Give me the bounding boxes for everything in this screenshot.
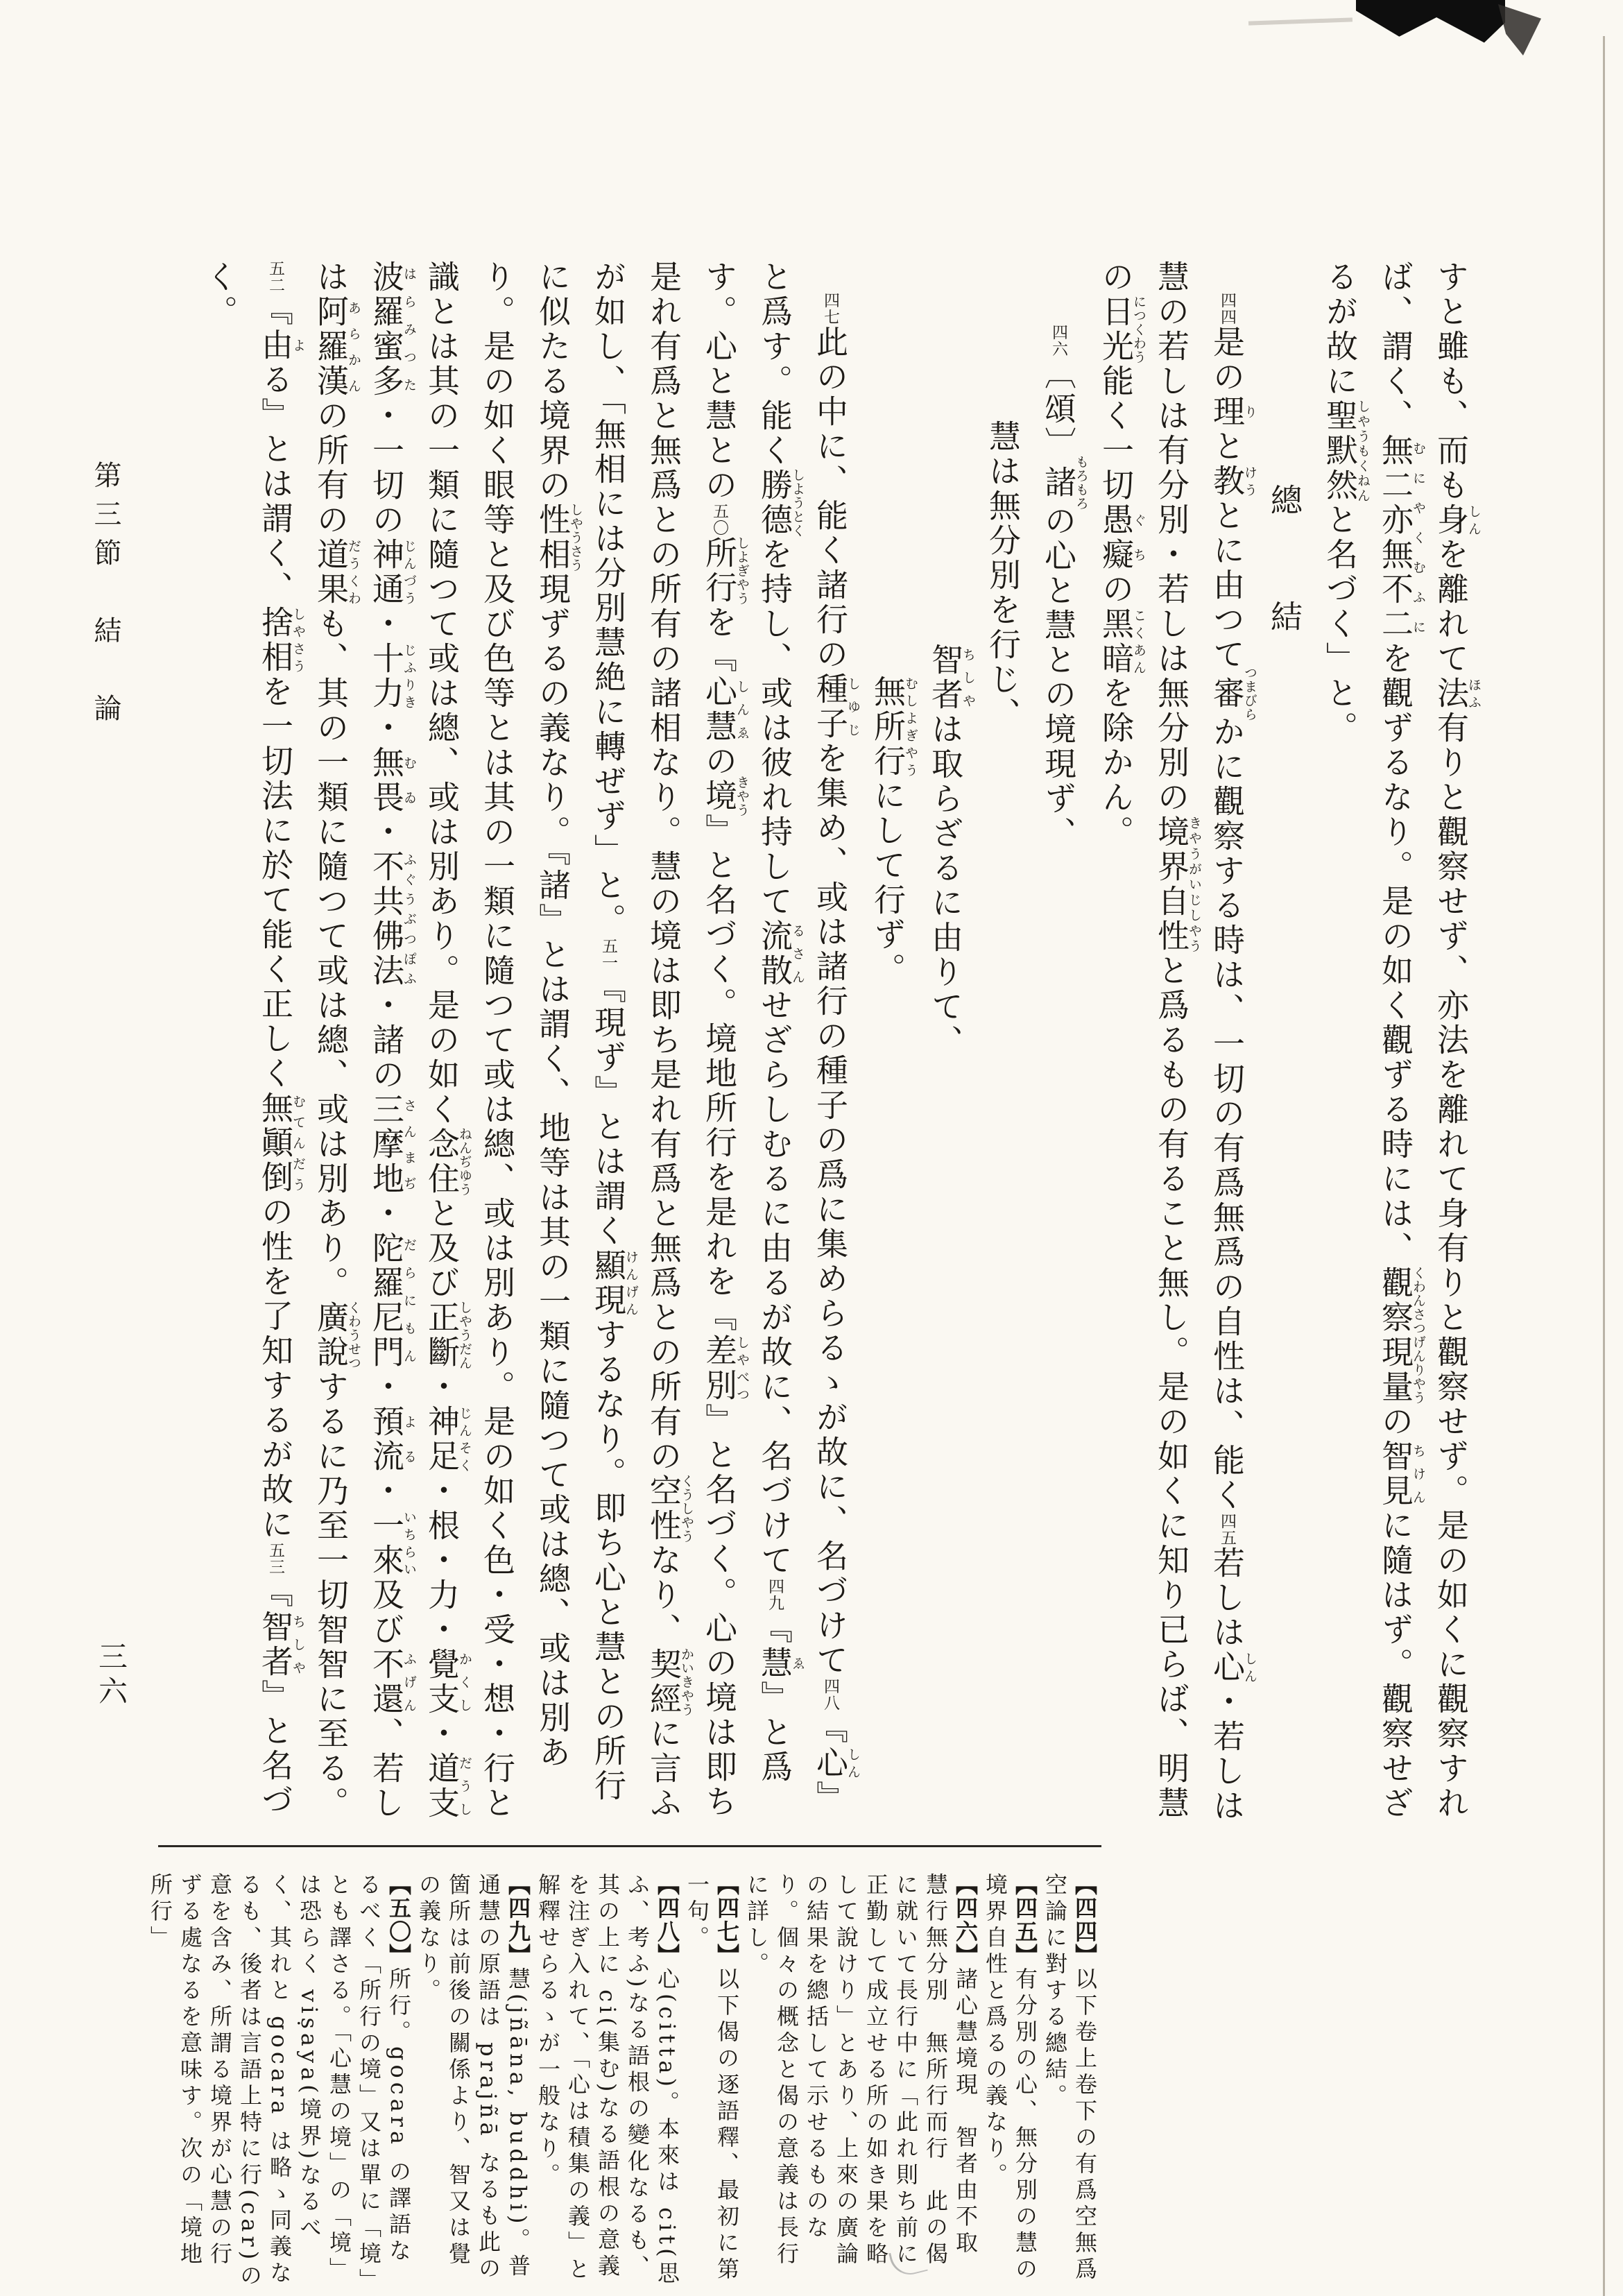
ruby-word: 境界自性きやうがいじしやう xyxy=(1153,815,1202,954)
ruby-word: 契經かいきやう xyxy=(645,1647,694,1717)
ruby-word: 勝德しようとく xyxy=(756,468,805,538)
ruby-word: 覺支かくし xyxy=(423,1647,472,1717)
note-marker: 四四 xyxy=(1218,292,1236,325)
note-marker: 五三 xyxy=(266,1542,284,1575)
ruby-word: 身しん xyxy=(1432,503,1482,538)
ruby-word: 顯現けんげん xyxy=(590,1249,639,1318)
verse-line: 智者ちしやは取らざるに由りて、 xyxy=(927,643,976,1059)
paragraph: 四七此の中に、能く諸行の種子しゆじを集め、或は諸行の種子の爲に集めらるゝが故に、名づけて四八『心しん』と爲す。能く勝德しようとくを持し、或は彼れ持して流散るさんせざらしむるに由るが故に、名づけて四九『慧ゑ』と爲す。心と慧との五〇所行しよぎやうを『心慧しんゑの境きやう』と名づく。境地所行を是れを『差別しやべつ』と名づく。心の境は即ち是れ有爲と無爲との所有の諸相なり。慧の境は即ち是れ有爲と無爲との所有の空性くうしやうなり、契經かいきやうに言ふが如し、「無相には分別慧絶に轉ぜず」と。五一『現ず』とは謂く顯現けんげんするなり。即ち心と慧との所行に似たる境界の性相しやうさう現ずるの義なり。『諸』とは謂く、地等は其の一類に隨つて或は總、或は別あり。是の如く眼等と及び色等とは其の一類に隨つて或は總、或は別あり。是の如く色・受・想・行と識とは其の一類に隨つて或は總、或は別あり。是の如く念住ねんぢゆうと及び正斷しやうだん・神足じんそく・根・力・覺支かくし・道支だうし波羅蜜多はらみつた・一切の神通じんづう・十力じふりき・無畏むゐ・不共佛法ふぐうぶつぽふ・諸の三摩地さんまぢ・陀羅尼門だらにもん・預流よる・一來いちらい及び不還ふげん、若しは阿羅漢あらかんの所有の道果だうくわも、其の一類に隨つて或は總、或は別あり。廣說くわうせつするに乃至一切智智に至る。五二『由よる』とは謂く、捨相しやさうを一切法に於て能く正しく無顚倒むてんだうの性を了知するが故に五三『智者ちしや』と名づく。 xyxy=(201,260,861,1821)
ruby-word: 慧ゑ xyxy=(756,1646,805,1681)
ruby-word: 流散るさん xyxy=(756,919,805,988)
ruby-word: 道果だうくわ xyxy=(312,538,361,607)
ruby-word: 境きやう xyxy=(701,776,750,817)
ruby-word: 無二亦無不二むにやくむふに xyxy=(1377,434,1426,642)
ruby-word: 日光につくわう xyxy=(1097,295,1147,364)
ruby-word: 神足じんそく xyxy=(423,1405,472,1474)
footnote-entry: 【四八】心(citta)。本來は cit(思ふ、考ふ)なる語根の變化なるも、其の上に ci(集む)なる語根の意義を注ぎ入れて、「心は積集の義」と解釋せらるゝが一般なり。 xyxy=(535,1873,680,2288)
footnote-number: 【四七】 xyxy=(714,1873,740,1967)
ruby-word: 念住ねんぢゆう xyxy=(423,1127,472,1197)
note-marker: 四五 xyxy=(1218,1513,1236,1546)
footnote-divider xyxy=(158,1845,1101,1847)
footnote-entry: 【五〇】所行。gocara の譯語なるべく「所行の境」又は單に「境」とも譯さる。「心慧の境」の「境」は恐らく viṣaya(境界)なるべく、其れと gocara は略ゝ同義なるも、後者は言語上特に行(car)の意を含み、所謂る境界が心慧の行ずる處なるを意味す。次の「境地所行」 xyxy=(147,1873,412,2290)
footnote-entry: 【四四】以下卷上卷下の有爲空無爲空論に對する總結。 xyxy=(1042,1873,1098,2284)
ruby-word: 種子しゆじ xyxy=(812,672,861,742)
ruby-word: 諸もろもろ xyxy=(1040,455,1089,511)
note-marker: 四九 xyxy=(766,1578,784,1611)
ruby-word: 十力じふりき xyxy=(368,642,417,711)
footnote-entry: 【四六】諸心慧境現 智者由不取 慧行無分別 無所行而行 此の偈に就いて長行中に「此れ則ち前に正勤して成立せる所の如き果を略して說けり」とあり、上來の廣論の結果を總括して示せるものなり。個々の概念と偈の意義は長行に詳し。 xyxy=(744,1873,979,2284)
page-number: 三六 xyxy=(94,1641,128,1711)
paragraph: 四四是の理りと教けうとに由つて審つまびらかに觀察する時は、一切の有爲無爲の自性は、能く四五若しは心しん・若しは慧の若しは有分別・若しは無分別の境界自性きやうがいじしやうと爲るもの有ること無し。是の如くに知り已らば、明慧の日光につくわう能く一切愚癡ぐちの黑暗こくあんを除かん。 xyxy=(1097,260,1257,1824)
ruby-word: 智者ちしや xyxy=(257,1610,306,1679)
footnote-number: 【四九】 xyxy=(505,1873,531,1967)
ruby-word: 道支だうし xyxy=(423,1751,472,1821)
footnote-number: 【五〇】 xyxy=(386,1873,412,1967)
ruby-word: 廣說くわうせつ xyxy=(312,1301,361,1370)
ruby-word: 阿羅漢あらかん xyxy=(312,295,361,399)
footnote-number: 【四四】 xyxy=(1072,1873,1098,1967)
ruby-word: 法ほふ xyxy=(1432,676,1482,711)
ruby-word: 無顚倒むてんだう xyxy=(257,1091,306,1195)
verse-line: 無所行むしよぎやうにして行ず。 xyxy=(869,675,918,987)
ruby-word: 教けう xyxy=(1208,464,1257,499)
footnote-entry: 【四九】慧(jñāna, buddhi)。普通慧の原語は prajñā なるも此の箇所は前後の關係より、智又は覺の義なり。 xyxy=(415,1873,531,2283)
section-label: 第三節 結 論 xyxy=(89,461,121,733)
scan-edge-shadow xyxy=(1603,36,1605,2296)
ruby-word: 心慧しんゑ xyxy=(701,675,750,744)
ruby-word: 愚癡ぐち xyxy=(1097,503,1147,572)
verse-line: 四六〔頌〕諸もろもろの心と慧との境現ず、 xyxy=(1040,324,1089,851)
ruby-word: 神通じんづう xyxy=(368,538,417,607)
ruby-word: 黑暗こくあん xyxy=(1097,607,1147,676)
scan-smudge-artifact xyxy=(1248,17,1352,25)
paragraph: すと雖も、而も身しんを離れて法ほふ有りと觀察せず、亦法を離れて身有りと觀察せず。是の如くに觀察すれば、謂く、無二亦無不二むにやくむふにを觀ずるなり。是の如く觀ずる時には、觀察現量くわんさつげんりやうの智見ちけんに隨はず。觀察せざるが故に聖默然しやうもくねんと名づく」と。 xyxy=(1321,260,1482,1821)
ruby-word: 正斷しやうだん xyxy=(423,1301,472,1370)
ruby-word: 陀羅尼門だらにもん xyxy=(368,1231,417,1370)
ruby-word: 無畏むゐ xyxy=(368,746,417,815)
note-marker: 五二 xyxy=(266,260,284,293)
note-marker: 五〇 xyxy=(710,503,728,536)
ruby-word: 一來いちらい xyxy=(368,1509,417,1578)
ruby-word: 由よ xyxy=(257,328,306,363)
ruby-word: 無所行むしよぎやう xyxy=(869,675,918,779)
note-marker: 四七 xyxy=(821,292,839,325)
note-marker: 四八 xyxy=(821,1678,839,1711)
ruby-word: 審つまびら xyxy=(1208,666,1257,721)
footnote-entry: 【四七】以下偈の逐語釋、最初に第一句。 xyxy=(684,1873,740,2284)
ruby-word: 聖默然しやうもくねん xyxy=(1321,399,1371,503)
scan-corner-artifact xyxy=(1356,0,1505,67)
ruby-word: 觀察現量くわんさつげんりやう xyxy=(1377,1266,1426,1405)
ruby-word: 性相しやうさう xyxy=(534,503,583,572)
ruby-word: 不還ふげん xyxy=(368,1647,417,1717)
ruby-word: 捨相しやさう xyxy=(257,606,306,675)
ruby-word: 三摩地さんまぢ xyxy=(368,1093,417,1197)
footnote-number: 【四六】 xyxy=(952,1873,979,1967)
ruby-word: 差別しやべつ xyxy=(701,1334,750,1403)
ruby-word: 智見ちけん xyxy=(1377,1439,1426,1509)
note-marker: 四六 xyxy=(1049,324,1067,357)
verse-line: 慧は無分別を行じ、 xyxy=(984,420,1022,732)
ruby-word: 空性くうしやう xyxy=(645,1474,694,1543)
footnote-number: 【四八】 xyxy=(654,1873,680,1967)
ruby-word: 智者ちしや xyxy=(927,643,976,712)
ruby-word: 不共佛法ふぐうぶつぽふ xyxy=(368,850,417,988)
ruby-word: 心しん xyxy=(812,1746,861,1781)
ruby-word: 理り xyxy=(1208,395,1257,429)
ruby-word: 波羅蜜多はらみつた xyxy=(368,260,417,399)
footnotes xyxy=(128,1873,1099,2290)
section-heading: 總 結 xyxy=(1266,483,1303,658)
ruby-word: 心しん xyxy=(1208,1650,1257,1685)
footnote-entry: 【四五】有分別の心、無分別の慧の境界自性と爲るの義なり。 xyxy=(982,1873,1038,2284)
note-marker: 五一 xyxy=(599,938,617,971)
ruby-word: 預流よる xyxy=(368,1405,417,1474)
ruby-word: 所行しよぎやう xyxy=(701,536,750,606)
footnote-number: 【四五】 xyxy=(1012,1873,1038,1967)
main-text xyxy=(139,260,1481,1831)
scan-corner-artifact-small xyxy=(1498,4,1541,55)
